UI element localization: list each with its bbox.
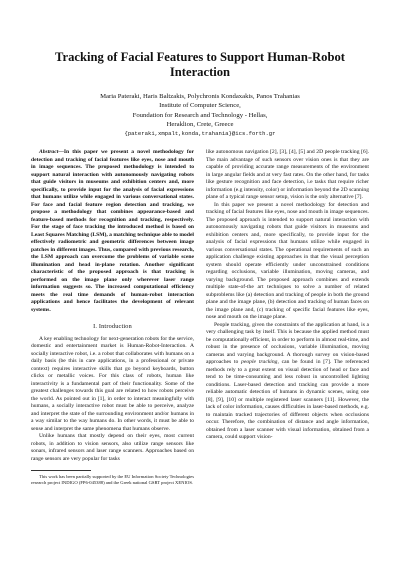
right-paragraph-3-emphasis: people tracking	[241, 359, 278, 366]
abstract-text: —In this paper we present a novel methodology for detection and tracking of facial features like eyes, nose and mouth in image sequences. The proposed methodology is intended to support natural interaction with autonomously navigating robots that guide visitors in museums and exhibition centers and, more specifically, to provide input for the analysis of facial expressions that humans utilize while engaged in various conversational states. For face and facial feature region detection and tracking, we propose a methodology that combines appearance-based and feature-based methods for recognition and tracking, respectively. For the stage of face tracking the introduced method is based on Least Squares Matching (LSM), a matching technique able to model effectively radiometric and geometric differences between image patches in different images. Thus, compared with previous research, the LSM approach can overcome the problems of variable scene illumination and head in-plane rotation. Another significant characteristic of the proposed approach is that tracking is performed on the image plane only wherever laser range information suggests so. The increased computational efficiency meets the real time demands of human-robot interaction applications and hence facilitates the development of relevant systems.	[31, 149, 194, 313]
right-column	[206, 149, 369, 486]
left-column	[31, 149, 194, 486]
right-paragraph-3-start: People tracking, given the constraints of the application at hand, is a very challenging task by itself. This is because the applied method must be computationally efficient, in order to perform in almost real-time, and robust in the presence of occlusions, variable illumination, moving cameras and varying background. A thorough survey on vision-based approaches to	[206, 321, 369, 366]
author-emails: {pateraki,xmpalt,konda,trahania}@ics.forth.gr	[124, 130, 276, 138]
footnote: This work has been partially supported by the EU Information Society Technologies research project INDIGO (FP6-045388) and the Greek national GSRT project XENIOS.	[31, 474, 194, 486]
author-names: Maria Pateraki, Haris Baltzakis, Polychronis Kondaxakis, Panos Trahanias	[100, 93, 300, 100]
abstract-lead: Abstract	[39, 149, 59, 156]
footnote-rule	[31, 470, 91, 471]
author-block	[31, 92, 369, 138]
affiliation-line-2: Foundation for Research and Technology - Hellas,	[132, 111, 268, 119]
intro-paragraph-1: A key enabling technology for next-generation robots for the service, domestic and entertainment market is Human-Robot-Interaction. A socially interactive robot, i.e. a robot that collaborates with humans on a daily basis (be this in care applications, in a professional or private context) requires interactive skills that go beyond keyboards, button clicks or metallic voices. For this class of robots, human like interactivity is a fundamental part of their functionality. Some of the greatest challenges towards this goal are related to how robots perceive the world. As pointed out in [1], in order to interact meaningfully with humans, a socially interactive robot must be able to perceive, analyze and interpret the state of the surrounding environment and/or humans in a way similar to the way humans do. In other words, it must be able to sense and interpret the same phenomena that humans observe.	[31, 335, 194, 432]
affiliation-line-1: Institute of Computer Science,	[159, 102, 241, 110]
section-heading-introduction: I. Introduction	[93, 323, 132, 331]
intro-paragraph-2: Unlike humans that mostly depend on their eyes, most current robots, in addition to vision sensors, also utilize range sensors like sonars, infrared sensors and laser range scanners. Approaches based on range sensors are very popular for tasks	[31, 433, 194, 462]
right-paragraph-3	[206, 322, 369, 442]
affiliation-line-3: Heraklion, Crete, Greece	[166, 120, 234, 128]
abstract	[31, 149, 194, 314]
right-paragraph-2: In this paper we present a novel methodology for detection and tracking of facial features like eyes, nose and mouth in image sequences. The proposed approach is intended to support natural interaction with autonomously navigating robots that guide visitors in museums and exhibition centers and, more specifically, to provide input for the analysis of facial expressions that humans utilize while engaged in various conversational states. The operational requirements of such an application challenge existing approaches in that the visual perception system should operate efficiently under unconstrained conditions regarding occlusions, variable illumination, moving cameras, and varying background. The proposed approach combines and extends multiple state-of-the art techniques to solve a number of related subproblems like (a) detection and tracking of people in both the ground plane and the image plane, (b) detection and tracking of human faces on the image plane and, (c) tracking of specific facial features like eyes, nose and mouth on the image plane.	[206, 201, 369, 321]
two-column-body	[31, 149, 369, 486]
right-paragraph-3-end: , can be found in [7]. The referenced methods rely to a great extent on visual detection of head or face and tend to be time-consuming and less robust in uncontrolled lighting conditions. Laser-based detection and tracking can provide a more reliable automatic detection of humans in dynamic scenes, using one [8], [9], [10] or multiple registered laser scanners [11]. However, the lack of color information, causes difficulties in laser-based methods, e.g. to maintain tracked trajectories of different objects when occlusions occur. Therefore, the combination of distance and angle information, obtained from a laser scanner with visual information, obtained from a camera, could support vision-	[206, 359, 370, 441]
paper-title: Tracking of Facial Features to Support Human-Robot Interaction	[55, 50, 345, 79]
right-paragraph-1: like autonomous navigation [2], [3], [4], [5] and 2D people tracking [6]. The main advantage of such sensors over vision ones is that they are capable of providing accurate range measurements of the environment in large angular fields and at very fast rates. On the other hand, for tasks like gesture recognition and face detection, i.e tasks that require richer information (e.g intensity, color) or information beyond the 2D scanning plane of a typical range sensor setup, vision is the only alternative [7].	[206, 149, 369, 201]
